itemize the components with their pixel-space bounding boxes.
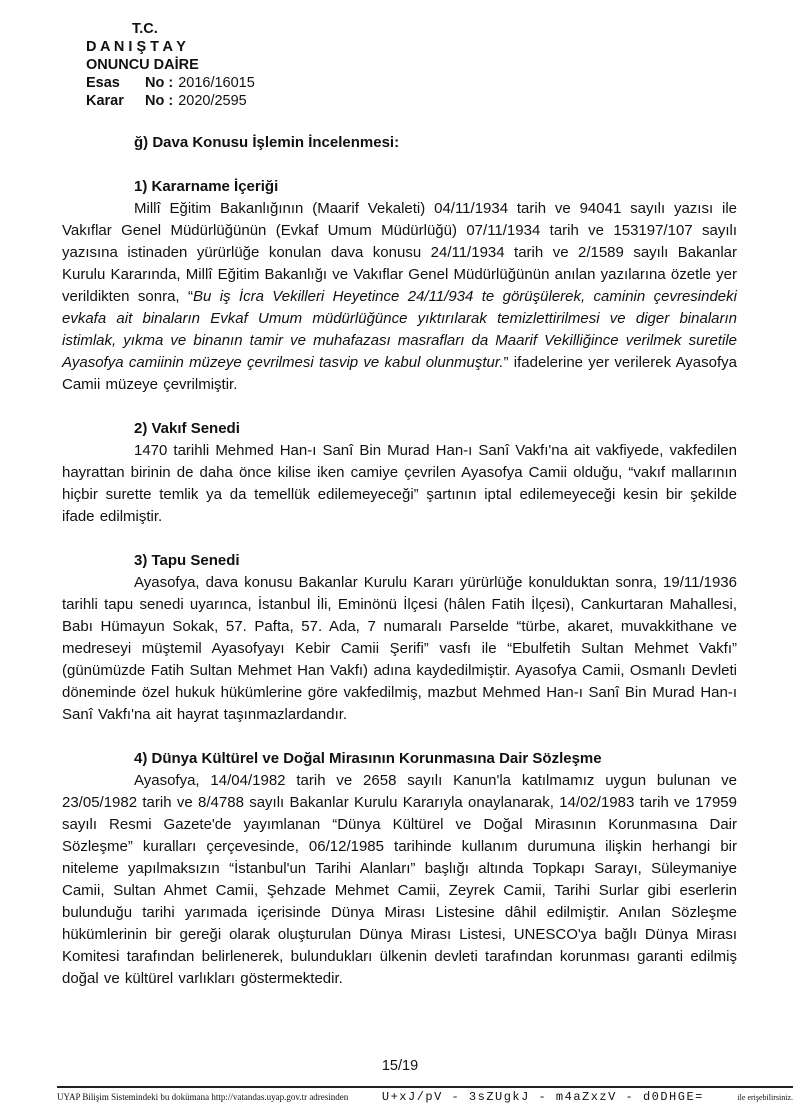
section-vakif-senedi [62, 418, 737, 528]
uyap-access-prefix: UYAP Bilişim Sistemindeki bu dokümana http://vatandas.uyap.gov.tr adresinden [57, 1092, 349, 1102]
section-4-paragraph: Ayasofya, 14/04/1982 tarih ve 2658 sayılı Kanun'la katılmamız uygun bulunan ve 23/05/1982 tarih ve 8/4788 sayılı Bakanlar Kurulu Kararıyla onaylanarak, 14/02/1983 tarih ve 17959 sayılı Resmi Gazete'de yayımlanan “Dünya Kültürel ve Doğal Mirasının Korunmasına Dair Sözleşme” kuralları çerçevesinde, 06/12/1985 tarihinde kullanım durumuna ilişkin herhangi bir niteleme yapılmaksızın “İstanbul'un Tarihi Alanları” başlığı altında Topkapı Sarayı, Süleymaniye Camii, Sultan Ahmet Camii, Şehzade Mehmet Camii, Zeyrek Camii, Tarihi Surlar gibi eserlerin bulunduğu tarihi yarımada içerisinde Dünya Mirası Listesine dâhil edilmiştir. Anılan Sözleşme hükümlerinin bir gereği olarak oluşturulan Dünya Mirası Listesi, UNESCO'ya bağlı Dünya Mirası Komitesi tarafından belirlenerek, bulundukları ülkenin devleti tarafından korunması garanti edilmiş doğal ve kültürel varlıkları göstermektedir. [62, 772, 737, 987]
court-header [86, 20, 255, 110]
section-3-heading: 3) Tapu Senedi [134, 552, 240, 569]
decree-quote-text: Bu iş İcra Vekilleri Heyetince 24/11/934 te görüşülerek, caminin çevresindeki evkafa ait binaların Evkaf Umum müdürlüğünce yıktırılarak temizlettirilmesi ve diger binaların istimlak, yıkma ve binanın tamir ve muhafazası masrafları da Maarif Vekilliğince verilmek suretile Ayasofya camiinin müzeye çevrilmesi tasvip ve kabul olunmuştur. [62, 288, 737, 371]
document-body [62, 132, 737, 990]
section-2-paragraph: 1470 tarihli Mehmed Han-ı Sanî Bin Murad Han-ı Sanî Vakfı'na ait vakfiyede, vakfedilen hayrattan birinin de daha önce kilise iken camiye çevrilen Ayasofya Camii olduğu, “vakıf mallarının hiçbir surette temlik ya da temellük edilemeyeceği” şartının iptal edilemeyeceği kesin bir şekilde ifade edilmiştir. [62, 442, 737, 525]
main-heading: ğ) Dava Konusu İşlemin İncelenmesi: [134, 134, 400, 151]
section-1-heading: 1) Kararname İçeriği [134, 178, 279, 195]
section-1-text-post: ” ifadelerine yer verilerek Ayasofya Camii müzeye çevrilmiştir. [62, 354, 738, 393]
section-1-text-pre: Millî Eğitim Bakanlığının (Maarif Vekaleti) 04/11/1934 tarih ve 94041 sayılı yazısı ile Vakıflar Genel Müdürlüğünün (Evkaf Umum Müdürlüğü) 07/11/1934 tarih ve 153197/107 sayılı yazısına istinaden yürürlüğe konulan dava konusu 24/11/1934 tarih ve 2/1589 sayılı Bakanlar Kurulu Kararında, Millî Eğitim Bakanlığı ve Vakıflar Genel Müdürlüğünün anılan yazılarına özetle yer verildikten sonra, “ [62, 200, 737, 305]
karar-label: Karar [86, 93, 124, 109]
esas-label: Esas [86, 75, 120, 91]
esas-number-row [86, 74, 255, 92]
esas-no-label: No : [145, 75, 174, 91]
section-3-paragraph: Ayasofya, dava konusu Bakanlar Kurulu Kararı yürürlüğe konulduktan sonra, 19/11/1936 tarihli tapu senedi uyarınca, İstanbul İli, Eminönü İlçesi (hâlen Fatih İlçesi), Cankurtaran Mahallesi, Babı Hümayun Sokak, 57. Pafta, 57. Ada, 7 numaralı Parselde “türbe, akaret, muvakkithane ve medreseyi müştemil Ayasofyayı Kebir Camii Şerifi” vasfı ile “Ebulfetih Sultan Mehmet Vakfı” (günümüzde Fatih Sultan Mehmet Han Vakfı) adına kaydedilmiştir. Ayasofya Camii, Osmanlı Devleti döneminde özel hukuk hükümlerine göre vakfedilmiş, mazbut Mehmed Han-ı Sanî Bin Murad Han-ı Sanî Vakfı'na ait hayrat taşınmazlardandır. [62, 574, 737, 723]
esas-value: 2016/16015 [178, 75, 255, 91]
section-kararname-icerigi [62, 176, 737, 396]
uyap-access-suffix: ile erişebilirsiniz. [737, 1093, 793, 1102]
section-4-heading: 4) Dünya Kültürel ve Doğal Mirasının Korunmasına Dair Sözleşme [134, 750, 602, 767]
section-2-heading: 2) Vakıf Senedi [134, 420, 240, 437]
section-1-paragraph [62, 198, 737, 396]
uyap-access-footer [57, 1086, 793, 1104]
page-number: 15/19 [381, 1058, 419, 1074]
karar-no-label: No : [145, 93, 174, 109]
court-name: D A N I Ş T A Y [86, 39, 186, 55]
section-dunya-mirasi-sozlesmesi [62, 748, 737, 990]
karar-value: 2020/2595 [178, 93, 247, 109]
chamber-name: ONUNCU DAİRE [86, 57, 199, 73]
uyap-access-code: U+xJ/pV - 3sZUgkJ - m4aZxzV - d0DHGE= [381, 1090, 704, 1104]
karar-number-row [86, 92, 255, 110]
republic-abbrev: T.C. [132, 21, 158, 37]
section-tapu-senedi [62, 550, 737, 726]
